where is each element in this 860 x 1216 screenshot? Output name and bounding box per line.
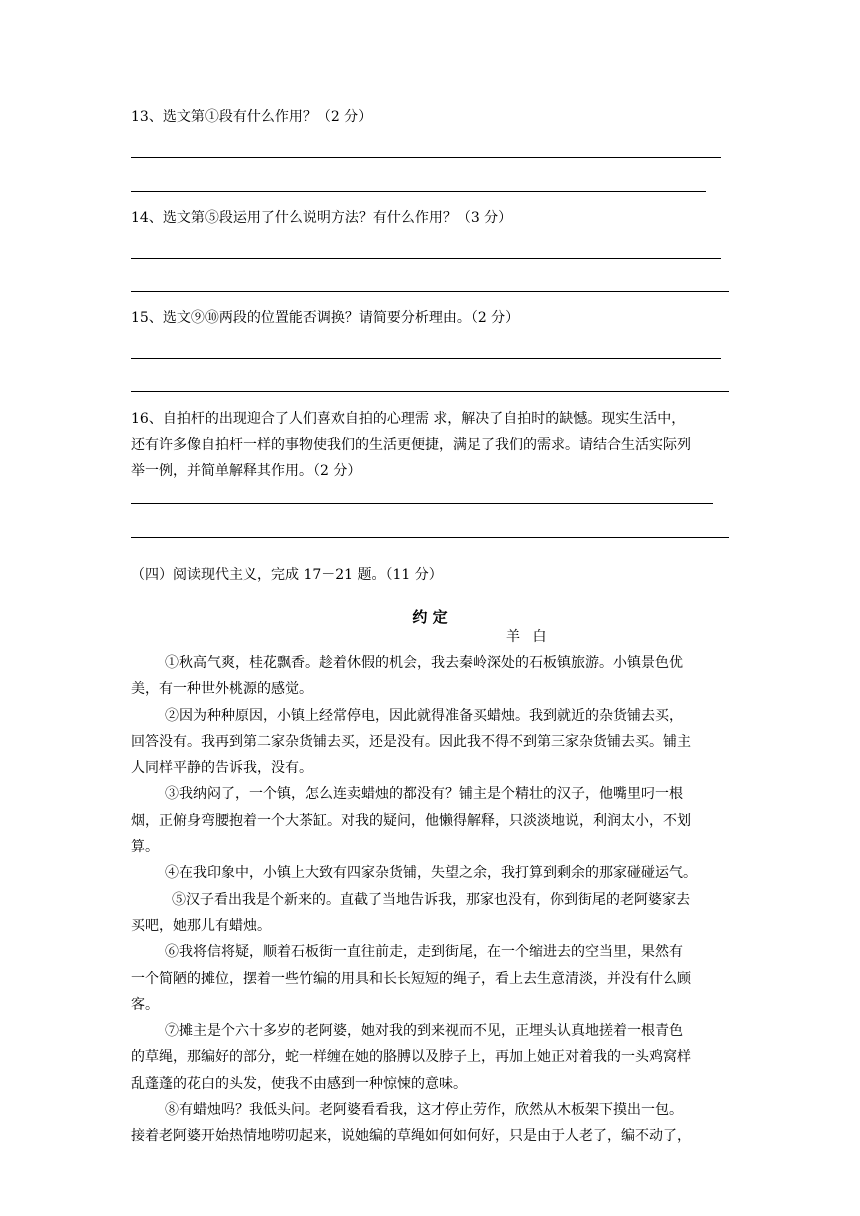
paragraph-line: ④在我印象中，小镇上大致有四家杂货铺，失望之余，我打算到剩余的那家碰碰运气。 xyxy=(165,865,697,882)
paragraph-line: 客。 xyxy=(131,996,159,1013)
article-body xyxy=(131,650,731,1150)
answer-line[interactable] xyxy=(131,358,721,359)
answer-line[interactable] xyxy=(131,191,706,192)
answer-line[interactable] xyxy=(131,537,729,538)
article-title: 约 定 xyxy=(412,608,448,626)
question-16-line: 16、自拍杆的出现迎合了人们喜欢自拍的心理需 求，解决了自拍时的缺憾。现实生活中， xyxy=(131,411,686,427)
section-heading: （四）阅读现代主义，完成 17－21 题。（11 分） xyxy=(131,567,443,583)
paragraph-line: 回答没有。我再到第二家杂货铺去买，还是没有。因此我不得不到第三家杂货铺去买。铺主 xyxy=(131,733,691,750)
paragraph-line: ①秋高气爽，桂花飘香。趁着休假的机会，我去秦岭深处的石板镇旅游。小镇景色优 xyxy=(165,655,683,671)
answer-line[interactable] xyxy=(131,291,729,292)
paragraph-line: 一个简陋的摊位，摆着一些竹编的用具和长长短短的绳子，看上去生意清淡，并没有什么顾 xyxy=(131,970,691,987)
answer-line[interactable] xyxy=(131,503,713,504)
paragraph-line: 美，有一种世外桃源的感觉。 xyxy=(131,681,313,698)
question-15: 15、选文⑨⑩两段的位置能否调换？请简要分析理由。（2 分） xyxy=(131,310,520,326)
paragraph-line: ⑤汉子看出我是个新来的。直截了当地告诉我，那家也没有，你到街尾的老阿婆家去 xyxy=(172,891,690,908)
paragraph-line: 人同样平静的告诉我，没有。 xyxy=(131,760,313,777)
paragraph-line: ⑥我将信将疑，顺着石板街一直往前走，走到街尾，在一个缩进去的空当里，果然有 xyxy=(165,944,683,961)
question-16-line: 还有许多像自拍杆一样的事物使我们的生活更便捷，满足了我们的需求。请结合生活实际列 xyxy=(131,437,691,453)
paragraph-line: ⑧有蜡烛吗？我低头问。老阿婆看看我，这才停止劳作，欣然从木板架下摸出一包。 xyxy=(165,1102,683,1119)
paragraph-line: ②因为种种原因，小镇上经常停电，因此就得准备买蜡烛。我到就近的杂货铺去买， xyxy=(165,707,683,724)
answer-line[interactable] xyxy=(131,157,721,158)
paragraph-line: 乱蓬蓬的花白的头发，使我不由感到一种惊悚的意味。 xyxy=(131,1075,467,1092)
paragraph-line: 烟，正俯身弯腰抱着一个大茶缸。对我的疑问，他懒得解释，只淡淡地说，利润太小，不划 xyxy=(131,812,691,829)
answer-line[interactable] xyxy=(131,391,729,392)
answer-line[interactable] xyxy=(131,258,721,259)
question-13: 13、选文第①段有什么作用？（2 分） xyxy=(131,109,373,125)
question-16-line: 举一例，并简单解释其作用。（2 分） xyxy=(131,463,362,479)
question-16 xyxy=(131,406,731,484)
paragraph-line: 接着老阿婆开始热情地唠叨起来，说她编的草绳如何如何好，只是由于人老了，编不动了， xyxy=(131,1128,691,1145)
question-14: 14、选文第⑤段运用了什么说明方法？有什么作用？（3 分） xyxy=(131,210,513,226)
paragraph-line: 算。 xyxy=(131,839,159,856)
paragraph-line: 买吧，她那儿有蜡烛。 xyxy=(131,917,271,934)
paragraph-line: ③我纳闷了，一个镇，怎么连卖蜡烛的都没有？铺主是个精壮的汉子，他嘴里叼一根 xyxy=(165,786,683,803)
paragraph-line: 的草绳，那编好的部分，蛇一样缠在她的胳膊以及脖子上，再加上她正对着我的一头鸡窝样 xyxy=(131,1049,691,1066)
paragraph-line: ⑦摊主是个六十多岁的老阿婆，她对我的到来视而不见，正埋头认真地搓着一根青色 xyxy=(165,1023,683,1040)
article-author: 羊 白 xyxy=(506,629,551,645)
